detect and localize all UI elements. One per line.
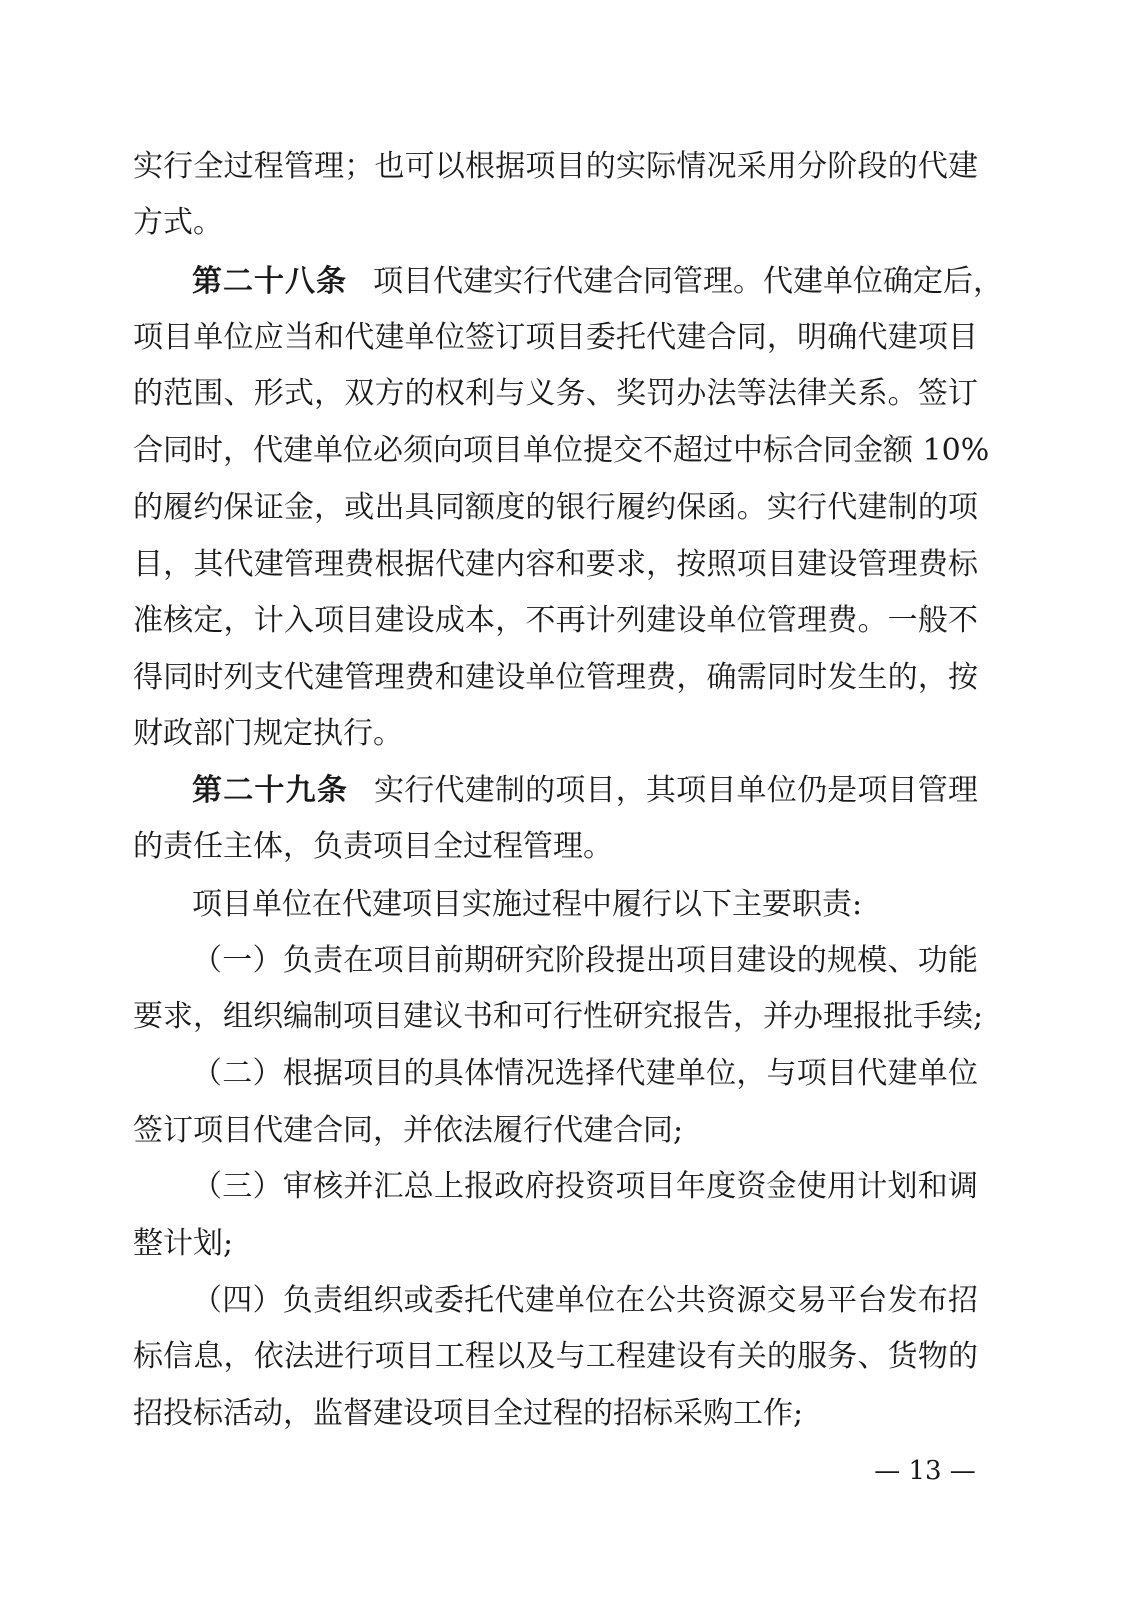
article-text: 实行代建制的项目，其项目单位仍是项目管理 xyxy=(374,773,979,808)
paragraph-line: 的责任主体，负责项目全过程管理。 xyxy=(133,829,613,864)
list-item-line: 要求，组织编制项目建议书和可行性研究报告，并办理报批手续; xyxy=(133,999,984,1034)
article-28-first-line xyxy=(192,262,1003,302)
paragraph-line: 的履约保证金，或出具同额度的银行履约保函。实行代建制的项 xyxy=(133,490,978,525)
paragraph-line: 财政部门规定执行。 xyxy=(133,716,403,751)
article-29-first-line xyxy=(192,771,978,811)
list-item-line: 标信息，依法进行项目工程以及与工程建设有关的服务、货物的 xyxy=(133,1339,978,1374)
paragraph-line: 合同时，代建单位必须向项目单位提交不超过中标合同金额 10% xyxy=(133,433,990,468)
article-heading: 第二十九条 xyxy=(192,773,349,808)
page-number: — 13 — xyxy=(874,1456,976,1486)
paragraph-line: 得同时列支代建管理费和建设单位管理费，确需同时发生的，按 xyxy=(133,660,978,695)
paragraph-line: 目，其代建管理费根据代建内容和要求，按照项目建设管理费标 xyxy=(133,547,978,582)
list-item-line: （三）审核并汇总上报政府投资项目年度资金使用计划和调 xyxy=(192,1169,978,1204)
paragraph-line: 准核定，计入项目建设成本，不再计列建设单位管理费。一般不 xyxy=(133,603,978,638)
paragraph-line: 项目单位应当和代建单位签订项目委托代建合同，明确代建项目 xyxy=(133,320,978,355)
list-item-line: （二）根据项目的具体情况选择代建单位，与项目代建单位 xyxy=(192,1056,978,1091)
list-item-line: 整计划; xyxy=(133,1226,234,1261)
list-item-line: （一）负责在项目前期研究阶段提出项目建设的规模、功能 xyxy=(192,943,978,978)
list-item-line: 签订项目代建合同，并依法履行代建合同; xyxy=(133,1113,684,1148)
article-heading: 第二十八条 xyxy=(192,264,347,299)
list-item-line: （四）负责组织或委托代建单位在公共资源交易平台发布招 xyxy=(192,1283,978,1318)
paragraph-line: 实行全过程管理；也可以根据项目的实际情况采用分阶段的代建 xyxy=(133,149,978,184)
list-item-line: 招投标活动，监督建设项目全过程的招标采购工作; xyxy=(133,1396,804,1431)
paragraph-line: 方式。 xyxy=(133,205,223,240)
paragraph-line: 项目单位在代建项目实施过程中履行以下主要职责: xyxy=(192,887,863,922)
paragraph-line: 的范围、形式，双方的权利与义务、奖罚办法等法律关系。签订 xyxy=(133,376,978,411)
article-text: 项目代建实行代建合同管理。代建单位确定后， xyxy=(373,264,1003,299)
